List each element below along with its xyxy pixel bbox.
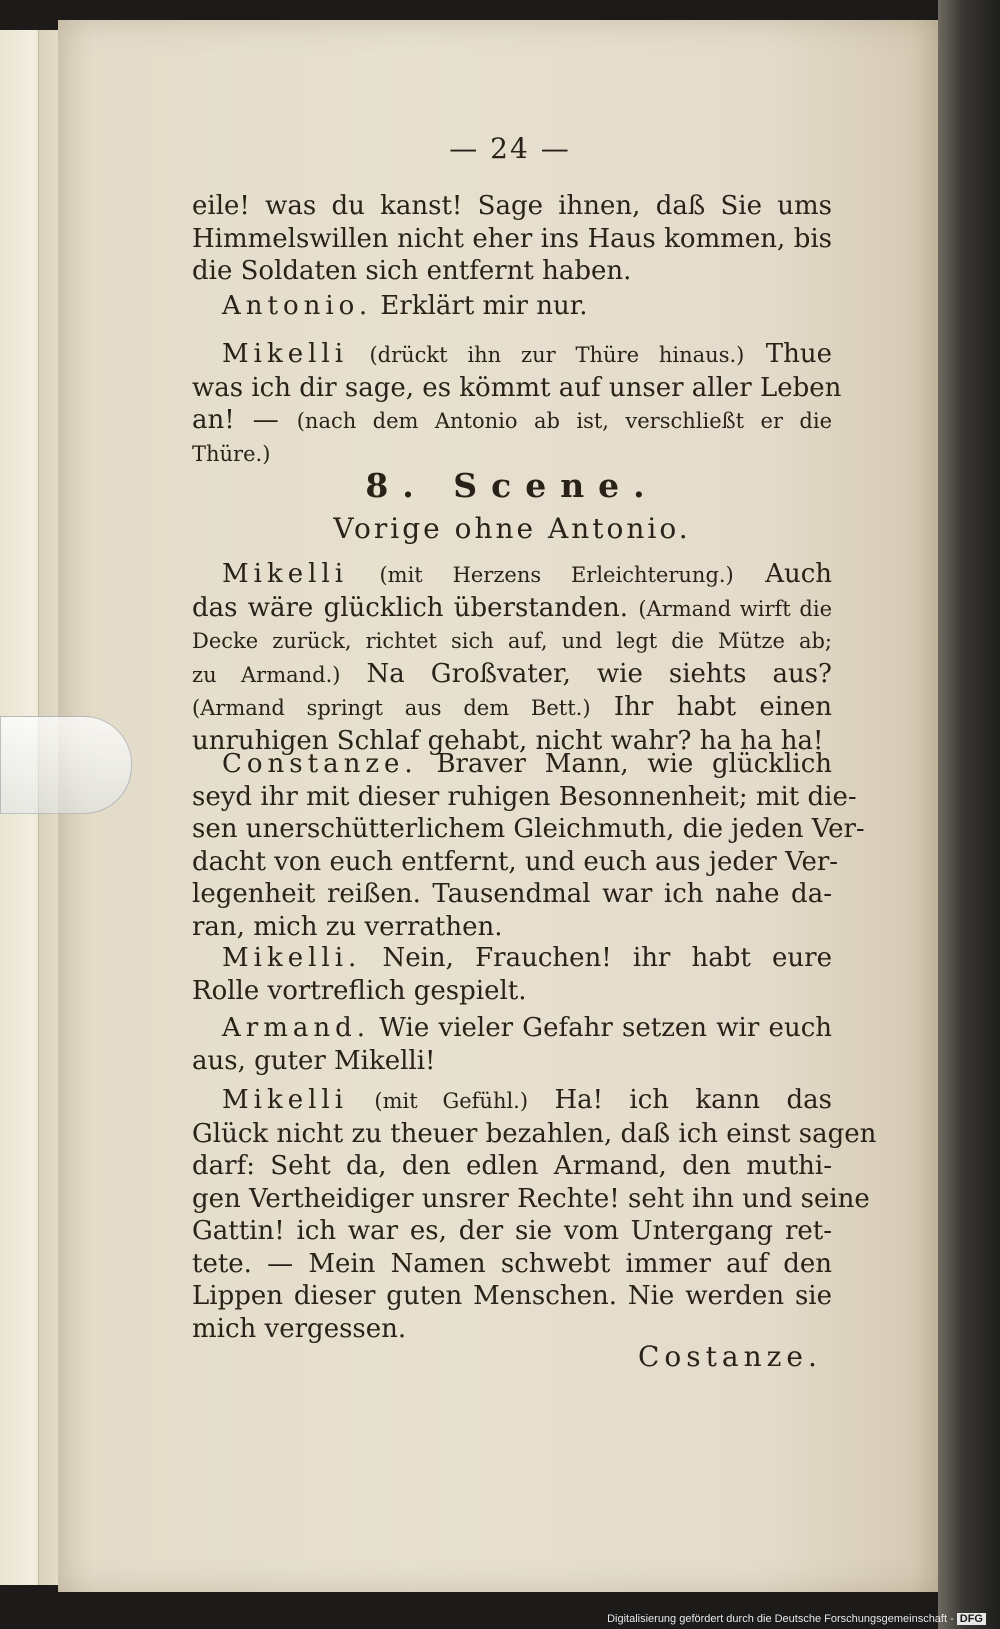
speech-text: an! —	[192, 405, 279, 435]
speech-text: Na Großvater, wie siehts aus?	[366, 658, 832, 689]
speech-armand	[192, 1012, 832, 1077]
stage-direction: Thüre.)	[192, 441, 271, 466]
text-line: tete. — Mein Namen schwebt immer auf den	[192, 1248, 832, 1279]
speaker-name: Armand.	[222, 1013, 371, 1043]
scene-heading	[192, 466, 832, 505]
text-line: dacht von euch entfernt, und euch aus jeder Ver-	[192, 846, 839, 877]
speech-text: Wie vieler Gefahr setzen wir euch	[379, 1013, 832, 1043]
speech-text: Nein, Frauchen! ihr habt eure	[382, 943, 832, 973]
dfg-logo: DFG	[957, 1613, 986, 1625]
speech-constanze	[192, 748, 865, 943]
text-line: Gattin! ich war es, der sie vom Untergang ret-	[192, 1216, 832, 1246]
text-line: darf: Seht da, den edlen Armand, den muthi-	[192, 1151, 832, 1181]
digitization-credit	[607, 1613, 986, 1625]
speech-text: Braver Mann, wie glücklich	[436, 749, 832, 779]
speech-antonio	[192, 290, 832, 323]
speaker-name: Constanze.	[222, 749, 418, 779]
credit-text: Digitalisierung gefördert durch die Deutsche Forschungsgemeinschaft -	[607, 1613, 954, 1625]
text-line: sen unerschütterlichem Gleichmuth, die jeden Ver-	[192, 814, 865, 844]
stage-direction: (drückt ihn zur Thüre hinaus.)	[369, 343, 745, 367]
text-line: Glück nicht zu theuer bezahlen, daß ich einst sagen	[192, 1118, 877, 1149]
speaker-name: Mikelli	[222, 559, 349, 589]
stage-direction: (mit Herzens Erleichterung.)	[379, 563, 734, 587]
page-clip	[0, 716, 132, 814]
text-line: legenheit reißen. Tausendmal war ich nahe da-	[192, 879, 832, 909]
text-line: Himmelswillen nicht eher ins Haus kommen, bis	[192, 223, 832, 254]
stage-direction: (mit Gefühl.)	[374, 1089, 529, 1113]
speech-text: Thue	[765, 339, 833, 369]
scene-title: 8. Scene.	[365, 466, 659, 505]
speaker-name: Mikelli	[222, 339, 349, 369]
speech-text: Erklärt mir nur.	[380, 291, 588, 321]
text-line: Lippen dieser guten Menschen. Nie werden sie	[192, 1281, 832, 1311]
stage-direction: (Armand wirft die	[638, 596, 833, 621]
text-line: ran, mich zu verrathen.	[192, 911, 503, 942]
stage-direction: (Armand springt aus dem Bett.)	[192, 696, 591, 720]
speech-text: Ha! ich kann das	[554, 1085, 833, 1115]
speech-mikelli-1	[192, 338, 842, 470]
speaker-name: Mikelli.	[222, 943, 362, 973]
speech-mikelli-4	[192, 1084, 877, 1345]
text-line: aus, guter Mikelli!	[192, 1045, 436, 1076]
stage-direction: (nach dem Antonio ab ist, verschließt er die	[296, 409, 832, 433]
text-line: was ich dir sage, es kömmt auf unser aller Leben	[192, 372, 842, 403]
scene-characters: Vorige ohne Antonio.	[333, 512, 691, 545]
scene-subheading	[192, 513, 832, 546]
speech-text: Ihr habt einen	[613, 692, 833, 722]
speech-mikelli-2	[192, 558, 832, 757]
text-line: seyd ihr mit dieser ruhigen Besonnenheit; mit die-	[192, 781, 857, 812]
speaker-name: Antonio.	[222, 291, 373, 321]
text-line: die Soldaten sich entfernt haben.	[192, 256, 632, 286]
speech-text: Auch	[765, 559, 833, 589]
text-line: mich vergessen.	[192, 1313, 407, 1344]
speaker-name: Mikelli	[222, 1085, 349, 1115]
speech-text: das wäre glücklich überstanden.	[192, 592, 629, 623]
text-line: gen Vertheidiger unsrer Rechte! seht ihn und seine	[192, 1183, 870, 1214]
speech-mikelli-3	[192, 942, 832, 1007]
page-number: — 24 —	[449, 132, 571, 165]
stage-direction: Decke zurück, richtet sich auf, und legt die Mütze ab;	[192, 629, 832, 653]
text-line: unruhigen Schlaf gehabt, nicht wahr? ha ha ha!	[192, 725, 824, 756]
catchword: Costanze.	[638, 1340, 822, 1373]
book-spine-shadow	[938, 0, 1000, 1629]
text-line: eile! was du kanst! Sage ihnen, daß Sie ums	[192, 191, 832, 221]
stage-direction: zu Armand.)	[192, 662, 341, 687]
paragraph-continuation	[192, 190, 832, 288]
text-line: Rolle vortreflich gespielt.	[192, 975, 527, 1006]
